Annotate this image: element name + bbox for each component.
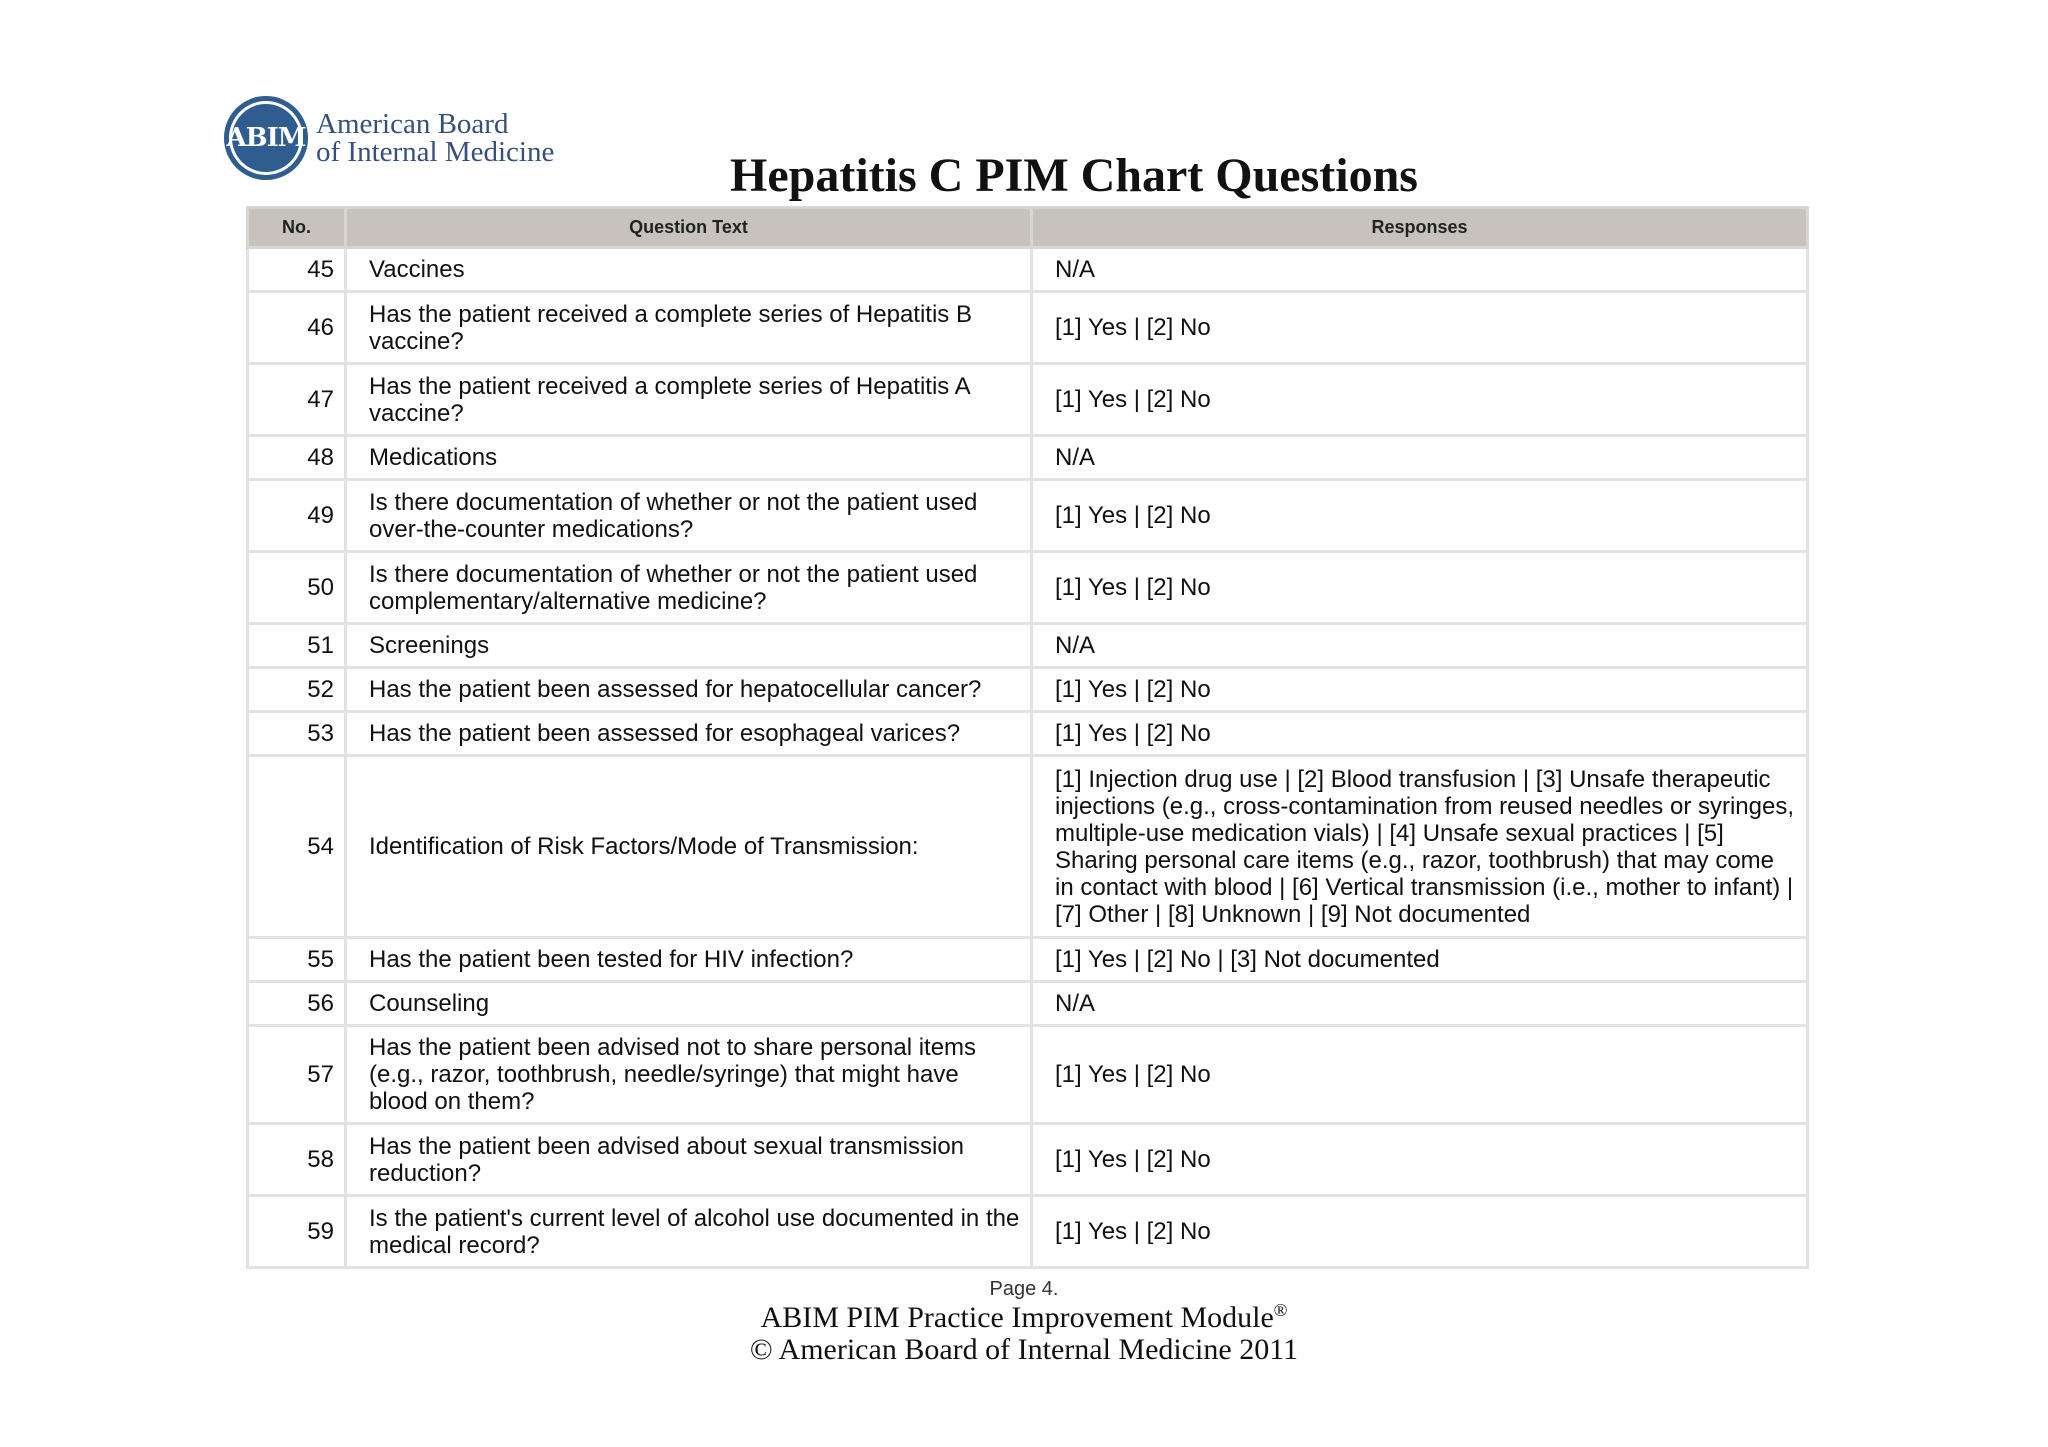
page-title: Hepatitis C PIM Chart Questions: [730, 149, 1418, 202]
question-response: [1] Yes | [2] No: [1032, 1026, 1808, 1124]
registered-mark: ®: [1273, 1300, 1288, 1320]
questions-table: [246, 206, 1809, 1269]
question-text: Has the patient received a complete series of Hepatitis A vaccine?: [346, 364, 1032, 436]
footer-module-name: ABIM PIM Practice Improvement Module: [760, 1301, 1274, 1334]
question-text: Vaccines: [346, 248, 1032, 292]
table-row: [248, 364, 1808, 436]
footer-module-line: [0, 1300, 2048, 1335]
table-row: [248, 1026, 1808, 1124]
table-row: [248, 480, 1808, 552]
question-response: [1] Yes | [2] No: [1032, 1124, 1808, 1196]
question-number: 52: [248, 668, 346, 712]
question-number: 51: [248, 624, 346, 668]
header-no: No.: [248, 208, 346, 248]
question-response: [1] Injection drug use | [2] Blood transfusion | [3] Unsafe therapeutic injections (e.g., cross-contamination from reused needles or syringes, multiple-use medication vials) | [4] Unsafe sexual practices | [5] Sharing personal care items (e.g., razor, toothbrush) that may come in contact with blood | [6] Vertical transmission (i.e., mother to infant) | [7] Other | [8] Unknown | [9] Not documented: [1032, 756, 1808, 938]
question-number: 59: [248, 1196, 346, 1268]
question-response: N/A: [1032, 248, 1808, 292]
question-number: 47: [248, 364, 346, 436]
question-text: Has the patient been advised about sexual transmission reduction?: [346, 1124, 1032, 1196]
table-row: [248, 248, 1808, 292]
question-text: Medications: [346, 436, 1032, 480]
table-row: [248, 1124, 1808, 1196]
question-text: Identification of Risk Factors/Mode of Transmission:: [346, 756, 1032, 938]
logo-line-2: of Internal Medicine: [316, 136, 555, 168]
table-row: [248, 1196, 1808, 1268]
question-response: [1] Yes | [2] No: [1032, 712, 1808, 756]
question-response: N/A: [1032, 982, 1808, 1026]
table-row: [248, 436, 1808, 480]
table-row: [248, 938, 1808, 982]
question-number: 45: [248, 248, 346, 292]
question-number: 53: [248, 712, 346, 756]
question-text: Has the patient been tested for HIV infection?: [346, 938, 1032, 982]
question-text: Has the patient been advised not to share personal items (e.g., razor, toothbrush, needle/syringe) that might have blood on them?: [346, 1026, 1032, 1124]
table-row: [248, 756, 1808, 938]
question-response: [1] Yes | [2] No: [1032, 480, 1808, 552]
question-text: Is there documentation of whether or not the patient used over-the-counter medications?: [346, 480, 1032, 552]
question-response: [1] Yes | [2] No: [1032, 292, 1808, 364]
question-text: Has the patient been assessed for hepatocellular cancer?: [346, 668, 1032, 712]
question-text: Is the patient's current level of alcohol use documented in the medical record?: [346, 1196, 1032, 1268]
question-response: N/A: [1032, 436, 1808, 480]
question-response: [1] Yes | [2] No: [1032, 364, 1808, 436]
header-question-text: Question Text: [346, 208, 1032, 248]
table-row: [248, 552, 1808, 624]
question-response: [1] Yes | [2] No: [1032, 1196, 1808, 1268]
question-text: Has the patient been assessed for esophageal varices?: [346, 712, 1032, 756]
question-number: 58: [248, 1124, 346, 1196]
question-number: 48: [248, 436, 346, 480]
question-text: Is there documentation of whether or not the patient used complementary/alternative medicine?: [346, 552, 1032, 624]
question-text: Counseling: [346, 982, 1032, 1026]
question-response: [1] Yes | [2] No: [1032, 552, 1808, 624]
table-row: [248, 624, 1808, 668]
question-number: 50: [248, 552, 346, 624]
question-number: 56: [248, 982, 346, 1026]
question-number: 55: [248, 938, 346, 982]
logo-mark-text: ABIM: [226, 123, 306, 153]
logo-line-1: American Board: [316, 108, 509, 140]
question-response: N/A: [1032, 624, 1808, 668]
table-row: [248, 668, 1808, 712]
question-text: Has the patient received a complete series of Hepatitis B vaccine?: [346, 292, 1032, 364]
table-row: [248, 292, 1808, 364]
table-row: [248, 712, 1808, 756]
page-number: Page 4.: [989, 1278, 1059, 1300]
question-number: 57: [248, 1026, 346, 1124]
question-number: 49: [248, 480, 346, 552]
table-header-row: [248, 208, 1808, 248]
question-response: [1] Yes | [2] No: [1032, 668, 1808, 712]
question-text: Screenings: [346, 624, 1032, 668]
footer-copyright: © American Board of Internal Medicine 2011: [749, 1333, 1299, 1366]
question-number: 46: [248, 292, 346, 364]
question-number: 54: [248, 756, 346, 938]
question-response: [1] Yes | [2] No | [3] Not documented: [1032, 938, 1808, 982]
header-responses: Responses: [1032, 208, 1808, 248]
table-row: [248, 982, 1808, 1026]
